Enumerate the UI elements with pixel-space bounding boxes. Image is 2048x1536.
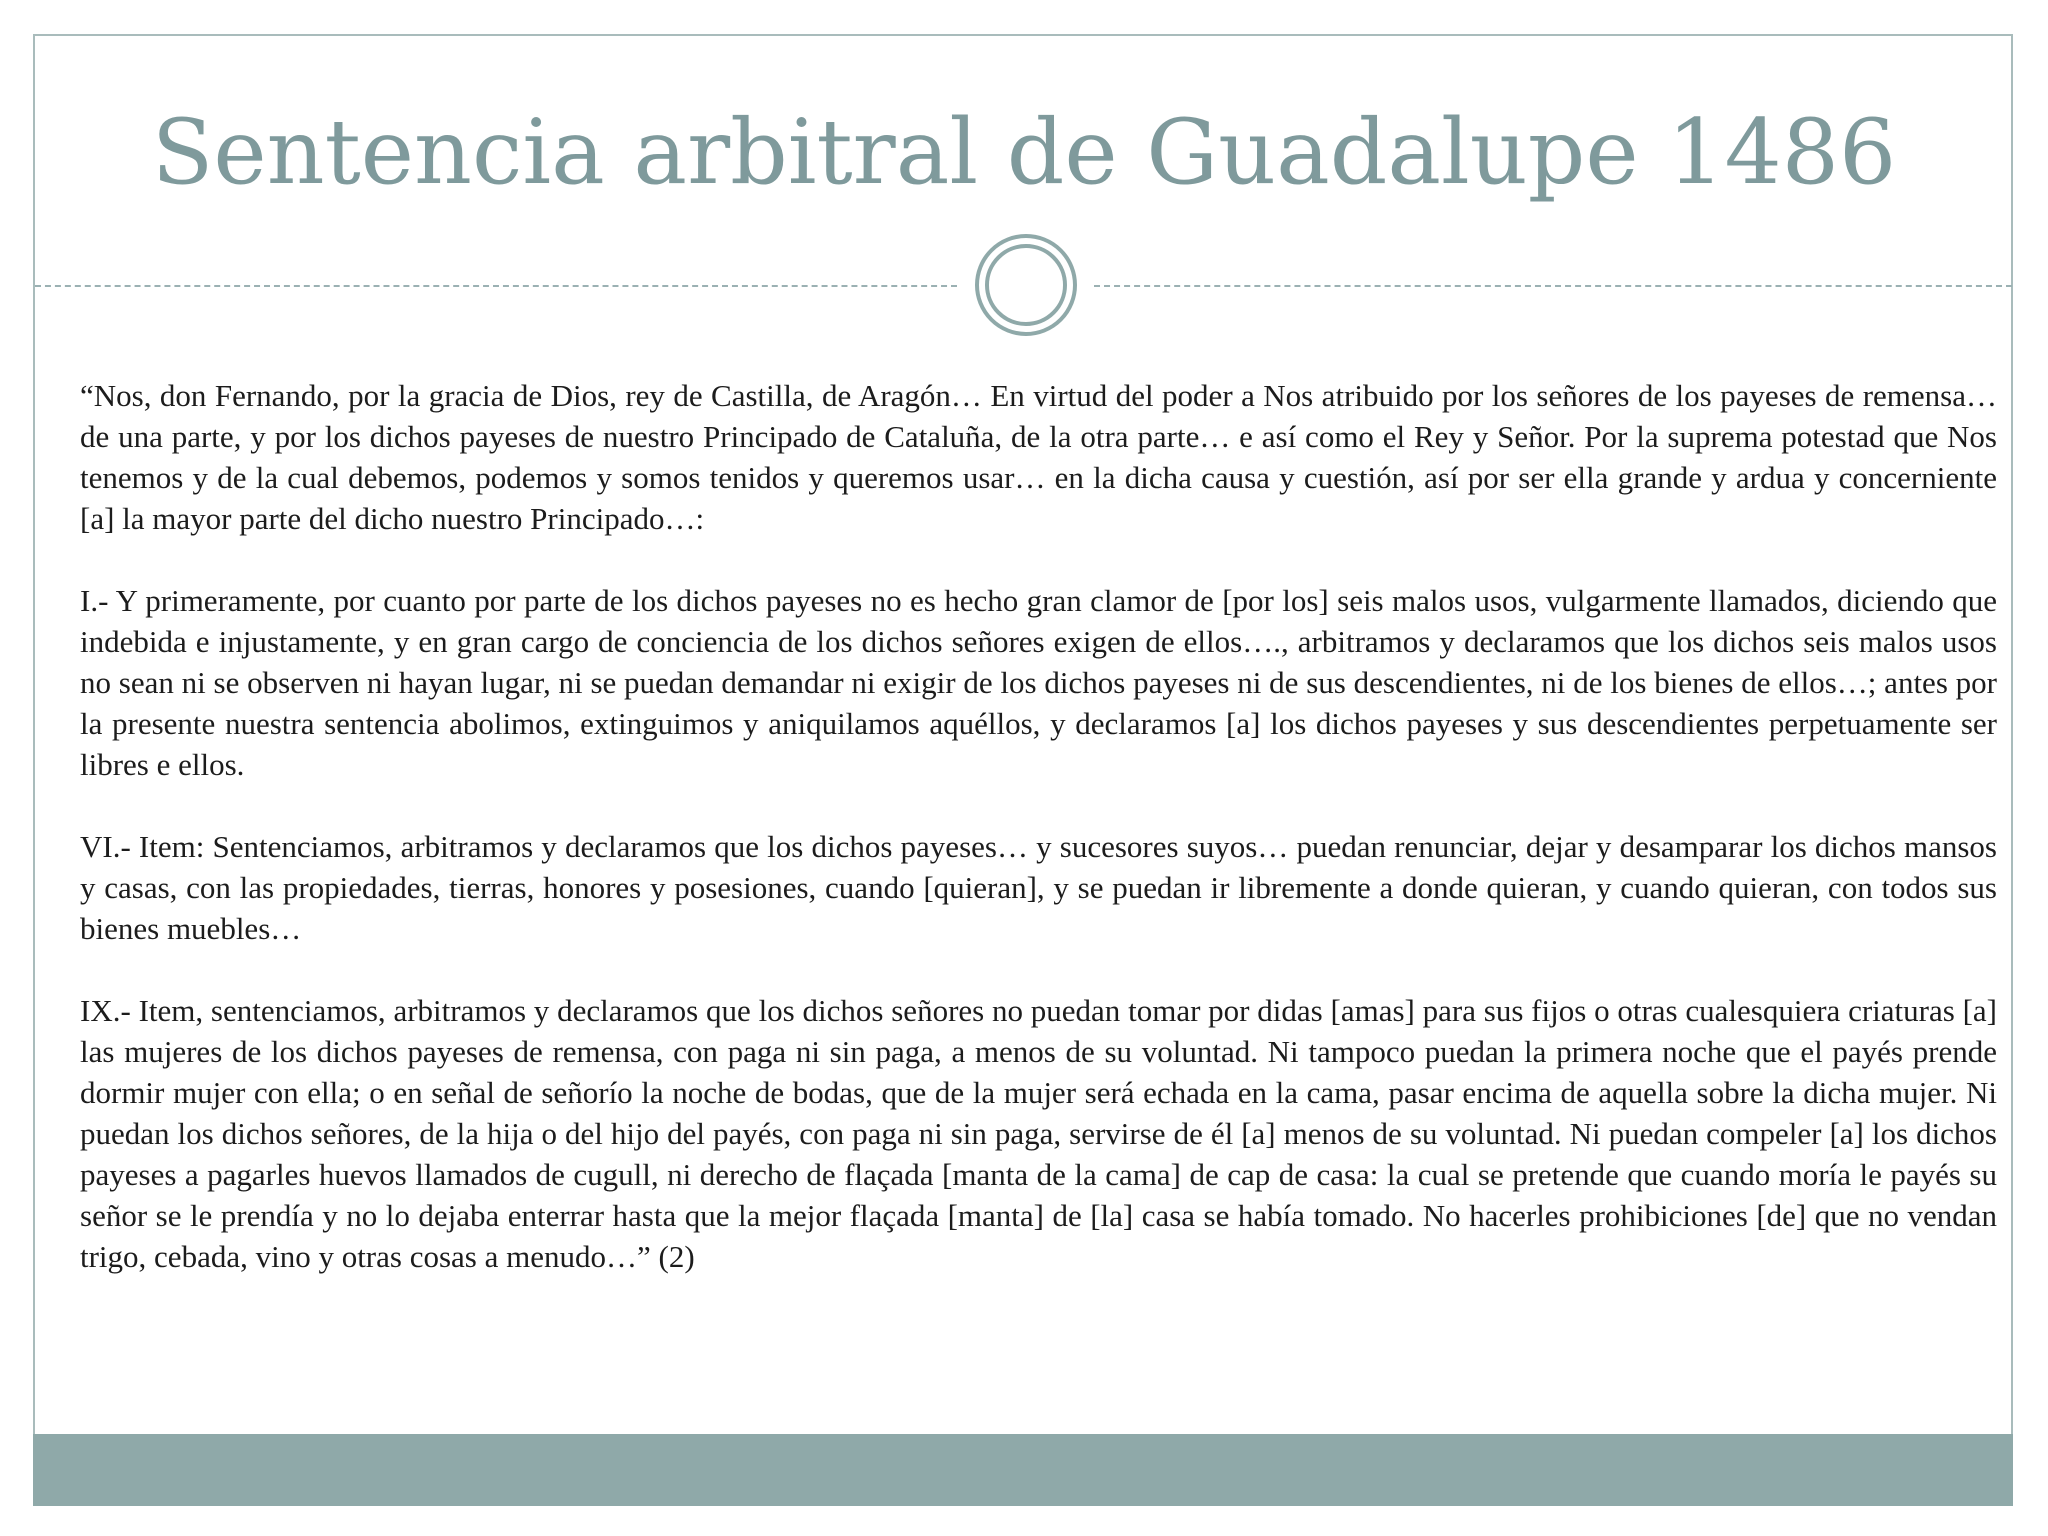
paragraph-intro: “Nos, don Fernando, por la gracia de Dios, rey de Castilla, de Aragón… En virtud del poder a Nos atribuido por los señores de los payeses de remensa… de una parte, y por los dichos payeses de nuestro Principado de Cataluña, de la otra parte… e así como el Rey y Señor. Por la suprema potestad que Nos tenemos y de la cual debemos, podemos y somos tenidos y queremos usar… en la dicha causa y cuestión, así por ser ella grande y ardua y concerniente [a] la mayor parte del dicho nuestro Principado…: xyxy=(80,378,1997,536)
footer-bar xyxy=(33,1434,2013,1506)
document-body xyxy=(80,375,1997,1318)
slide-title: Sentencia arbitral de Guadalupe 1486 xyxy=(151,100,1897,205)
title-divider-right xyxy=(1094,285,2012,287)
circle-ornament-icon xyxy=(973,232,1079,338)
paragraph-article-i: I.- Y primeramente, por cuanto por parte de los dichos payeses no es hecho gran clamor de [por los] seis malos usos, vulgarmente llamados, diciendo que indebida e injustamente, y en gran cargo de conciencia de los dichos señores exigen de ellos…., arbitramos y declaramos que los dichos seis malos usos no sean ni se observen ni hayan lugar, ni se puedan demandar ni exigir de los dichos payeses ni de sus descendientes, ni de los bienes de ellos…; antes por la presente nuestra sentencia abolimos, extinguimos y aniquilamos aquéllos, y declaramos [a] los dichos payeses y sus descendientes perpetuamente ser libres e ellos. xyxy=(80,583,1997,782)
title-divider-left xyxy=(35,285,957,287)
paragraph-article-vi: VI.- Item: Sentenciamos, arbitramos y declaramos que los dichos payeses… y sucesores suyos… puedan renunciar, dejar y desamparar los dichos mansos y casas, con las propiedades, tierras, honores y posesiones, cuando [quieran], y se puedan ir libremente a donde quieran, y cuando quieran, con todos sus bienes muebles… xyxy=(80,829,1997,946)
paragraph-article-ix: IX.- Item, sentenciamos, arbitramos y declaramos que los dichos señores no puedan tomar por didas [amas] para sus fijos o otras cualesquiera criaturas [a] las mujeres de los dichos payeses de remensa, con paga ni sin paga, a menos de su voluntad. Ni tampoco puedan la primera noche que el payés prende dormir mujer con ella; o en señal de señorío la noche de bodas, que de la mujer será echada en la cama, pasar encima de aquella sobre la dicha mujer. Ni puedan los dichos señores, de la hija o del hijo del payés, con paga ni sin paga, servirse de él [a] menos de su voluntad. Ni puedan compeler [a] los dichos payeses a pagarles huevos llamados de cugull, ni derecho de flaçada [manta de la cama] de cap de casa: la cual se pretende que cuando moría le payés su señor se le prendía y no lo dejaba enterrar hasta que la mejor flaçada [manta] de [la] casa se había tomado. No hacerles prohibiciones [de] que no vendan trigo, cebada, vino y otras cosas a menudo…” (2) xyxy=(80,993,1997,1274)
